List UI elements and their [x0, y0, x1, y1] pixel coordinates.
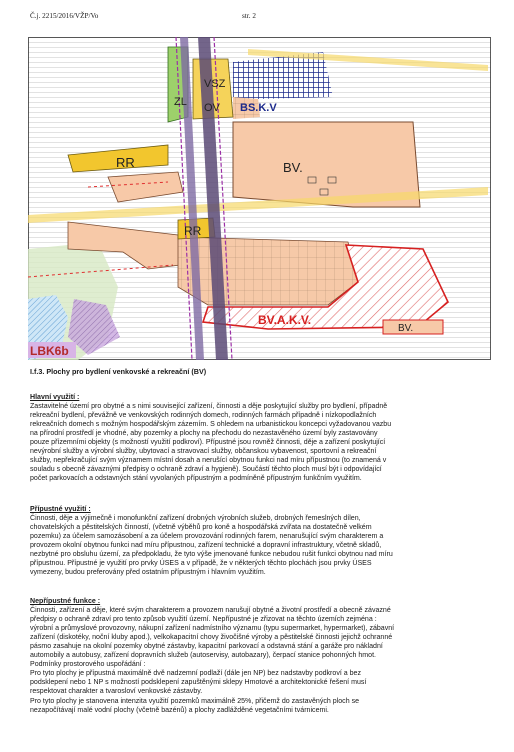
label-bskv: BS.K.V: [240, 102, 277, 114]
section-title: I.f.3. Plochy pro bydlení venkovské a rekreační (BV): [30, 367, 207, 376]
zoning-map: [28, 37, 491, 360]
document-reference: Č.j. 2215/2016/VŽP/Vo: [30, 12, 99, 20]
label-bv-small: BV.: [398, 323, 414, 334]
label-bv-main: BV.: [283, 160, 303, 175]
label-bvakv: BV.A.K.V.: [258, 313, 312, 327]
label-zl: ZL: [174, 96, 187, 108]
label-lbk: LBK6b: [30, 344, 69, 358]
page-number: str. 2: [242, 12, 256, 20]
label-rr-left: RR: [116, 155, 135, 170]
pripustne-heading: Přípustné využití :: [30, 506, 91, 513]
label-ov: OV: [204, 102, 220, 114]
nepripustne-funkce-block: Nepřípustné funkce : Činnosti, zařízení a děje, které svým charakterem a provozem narušují obytné a životní prostředí a obecně závazné předpisy o ochraně zdraví pro tento způsob využití území. Nepřípustné je zřizovat na těchto územích zejména : výrobní a průmyslové provozovny, nákupní zařízení nadmístního významu (typu supermarket, hypermarket), zábavní zařízení (diskotéky, noční kluby apod.), velkokapacitní chovy živočišné výroby a pěstitelské činnosti jejichž ochranné pásmo zasahuje na okolní pozemky obytné zástavby, kapacitní parkovací a odstavná stání a garáže pro nákladní automobily a autobusy, zařízení dopravních služeb (autoservisy, autobazary), čerpací stanice pohonných hmot. Podmínky prostorového uspořádání : Pro tyto plochy je přípustná maximálně dvě nadzemní podlaží (dále jen NP) bez nadstavby podkroví a bez podsklepení nebo 1 NP s možností podsklepení zapuštěnými sklepy Hmotové a architektonické řešení musí respektovat charakter a tvarosloví venkovské zástavby. Pro tyto plochy je stanovena intenzita využití pozemků maximálně 25%, přičemž do zastavěných ploch se nezapočítávají malé vodní plochy (včetně bazénů) a plochy zadlážděné vegetačními tvárnicemi.: [30, 597, 488, 715]
plot-area-south: [178, 237, 358, 305]
nepripustne-heading: Nepřípustné funkce :: [30, 598, 101, 605]
hlavni-vyuziti-block: Hlavní využití : Zastavitelné území pro obytné a s nimi související zařízení, činnosti a děje poskytující služby pro bydlení, případně rekreační bydlení, převážně ve venkovských rodinných domech, rodinných farmách případně i nízkopodlažních rekreačních domech s možným hospodářským zázemím. S ohledem na urbanistickou koncepci vyžadovanou vazbu na přírodní prostředí je vhodné, aby pozemky a plochy na přechodu do nezastavěného území byly zastavovány pouze přízemními objekty (s možností využití podkroví). Přípustné jsou rovněž činnosti, děje a zařízení poskytující nevýrobní služby a výrobní služby, ubytovací a stravovací služby, občanskou vybavenost, sportovní a rekreační služby, nepřekračující svým významem místní dosah a nerušící obytnou funkci nad míru přípustnou (to znamená v souladu s obecně závaznými předpisy o ochraně zdraví a hygieně). Součástí těchto ploch musí být i odpovídající počet parkovacích a odstavných stání vyvolaných přípustným a podmíněně přípustným funkčním využitím.: [30, 393, 488, 483]
hlavni-heading: Hlavní využití :: [30, 394, 80, 401]
label-rr-mid: RR: [184, 224, 202, 238]
pripustne-vyuziti-block: Přípustné využití : Činnosti, děje a výjimečně i monofunkční zařízení drobných výrobních služeb, drobných řemeslných dílen, chovatelských a pěstitelských činností, (včetně výběhů pro koně a hospodářská zvířata na dostatečně velkém pozemku) za účelem samozásobení a za účelem provozování rodinných farem, nenarušující svým charakterem a provozem okolní obytnou funkci nad míru přípustnou, zařízení technické a dopravní infrastruktury, včetně skladů, nezbytné pro obsluhu území, za předpokladu, že tyto výše jmenované funkce nebudou rušit funkci obytnou nad míru přípustnou. Přípustné je využití pro prvky ÚSES a v případě, že v některých těchto plochách jsou prvky ÚSES vymezeny, budou preferovány před ostatním přípustným i hlavním využitím.: [30, 505, 488, 577]
label-vsz: VSZ: [204, 78, 226, 90]
